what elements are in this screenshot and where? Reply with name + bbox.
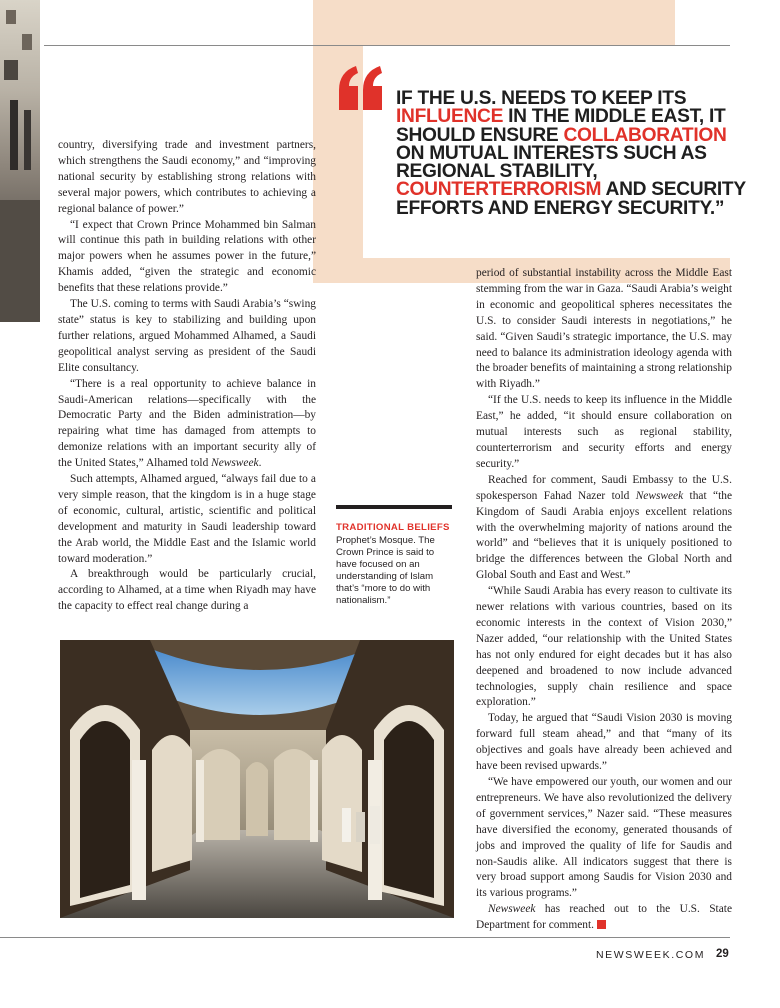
body-paragraph: “If the U.S. needs to keep its influence in the Middle East,” he added, “it should ensure collaboration on mutual interests such as regional stability, counterterrorism and security efforts and energy security.” bbox=[476, 394, 732, 470]
body-column-right bbox=[476, 266, 732, 934]
body-paragraph: Today, he argued that “Saudi Vision 2030 is moving forward full steam ahead,” and that “many of its objectives and goals have already been achieved and have been revised upwards.” bbox=[476, 712, 732, 773]
photo-caption bbox=[336, 522, 456, 607]
caption-label: TRADITIONAL BELIEFS bbox=[336, 522, 450, 533]
body-paragraph: “There is a real opportunity to achieve balance in Saudi-American relations—specifically with the Democratic Party and the Biden administration—by repairing what time has damaged from attempts to demonize relations with an important security ally of the United States,” Alhamed told Newsweek. bbox=[58, 377, 316, 470]
caption-rule bbox=[336, 505, 452, 509]
footer-rule bbox=[0, 937, 730, 938]
caption-text: Prophet’s Mosque. The Crown Prince is said to have focused on an understanding of Islam that’s “more to do with nationalism.” bbox=[336, 535, 435, 606]
body-paragraph: “We have empowered our youth, our women and our entrepreneurs. We have also revolutionized the delivery of government services,” Nazer said. “These measures have diversified the economy, generated thousands of jobs and improved the quality of life for Saudis and non-Saudis alike. All indicators suggest that there is very broad support among Saudis for Vision 2030 and its various programs.” bbox=[476, 776, 732, 900]
pull-quote-text: IF THE U.S. NEEDS TO KEEP ITS INFLUENCE IN THE MIDDLE EAST, IT SHOULD ENSURE COLLABORATION ON MUTUAL INTERESTS SUCH AS REGIONAL STABILITY, COUNTERTERRORISM AND SECURITY EFFORTS AND ENERGY SECURITY.” bbox=[396, 88, 746, 219]
page-number: 29 bbox=[716, 948, 729, 960]
mosque-photo bbox=[60, 640, 454, 918]
body-paragraph: “While Saudi Arabia has every reason to cultivate its newer relations with various countries, based on its economic interests in the context of Vision 2030,” Nazer added, “our relationship with the United States has not only endured for eight decades but it has also deepened and broadened to now include advanced technologies, supply chain resilience and space exploration.” bbox=[476, 585, 732, 709]
body-paragraph: Such attempts, Alhamed argued, “always fail due to a very simple reason, that the kingdom is in a huge stage of economic, cultural, artistic, scientific and political development and maturity in Saudi leadership toward the Arab world, the Middle East and the Islamic world toward moderation.” bbox=[58, 473, 316, 565]
header-rule bbox=[44, 45, 730, 46]
body-paragraph: A breakthrough would be particularly crucial, according to Alhamed, at a time when Riyadh may have the capacity to effect real change during a bbox=[58, 568, 316, 613]
open-quote-icon bbox=[336, 64, 386, 114]
body-paragraph: country, diversifying trade and investment partners, which strengthens the Saudi economy,” and “improving national security by establishing strong relations with several major powers, which contributes to achieving a regional balance of power.” bbox=[58, 139, 316, 215]
body-paragraph: “I expect that Crown Prince Mohammed bin Salman will continue this path in building relations with other major powers when he assumes power in the future,” Khamis added, “given the strategic and economic benefits that these relations provide.” bbox=[58, 218, 316, 295]
body-paragraph: Newsweek has reached out to the U.S. State Department for comment. bbox=[476, 903, 732, 932]
body-paragraph: period of substantial instability across the Middle East stemming from the war in Gaza. “Saudi Arabia’s weight in economic and geopolitical spheres necessitates the U.S. to consider Saudi interests in negotiations,” he said. “Given Saudi’s strategic importance, the U.S. may need to balance its administration ideology agenda with the broader benefits of maintaining a strong relationship with Riyadh.” bbox=[476, 267, 732, 391]
street-photo bbox=[0, 0, 40, 322]
body-column-left bbox=[58, 138, 316, 615]
body-paragraph: The U.S. coming to terms with Saudi Arabia’s “swing state” status is key to stabilizing and building upon further relations, argued Mohammed Alhamed, a Saudi geopolitical analyst serving as president of the Saudi Elite consultancy. bbox=[58, 298, 316, 374]
body-paragraph: Reached for comment, Saudi Embassy to the U.S. spokesperson Fahad Nazer told Newsweek that “the Kingdom of Saudi Arabia enjoys excellent relations with the overwhelming majority of nations around the world” and “believes that it is uniquely positioned to bridge the differences between the Global North and Global South and East and West.” bbox=[476, 473, 732, 582]
end-mark-icon bbox=[597, 920, 606, 929]
mosque-illustration bbox=[60, 640, 454, 918]
footer-site: NEWSWEEK.COM bbox=[596, 949, 706, 961]
decorative-band bbox=[313, 0, 675, 46]
